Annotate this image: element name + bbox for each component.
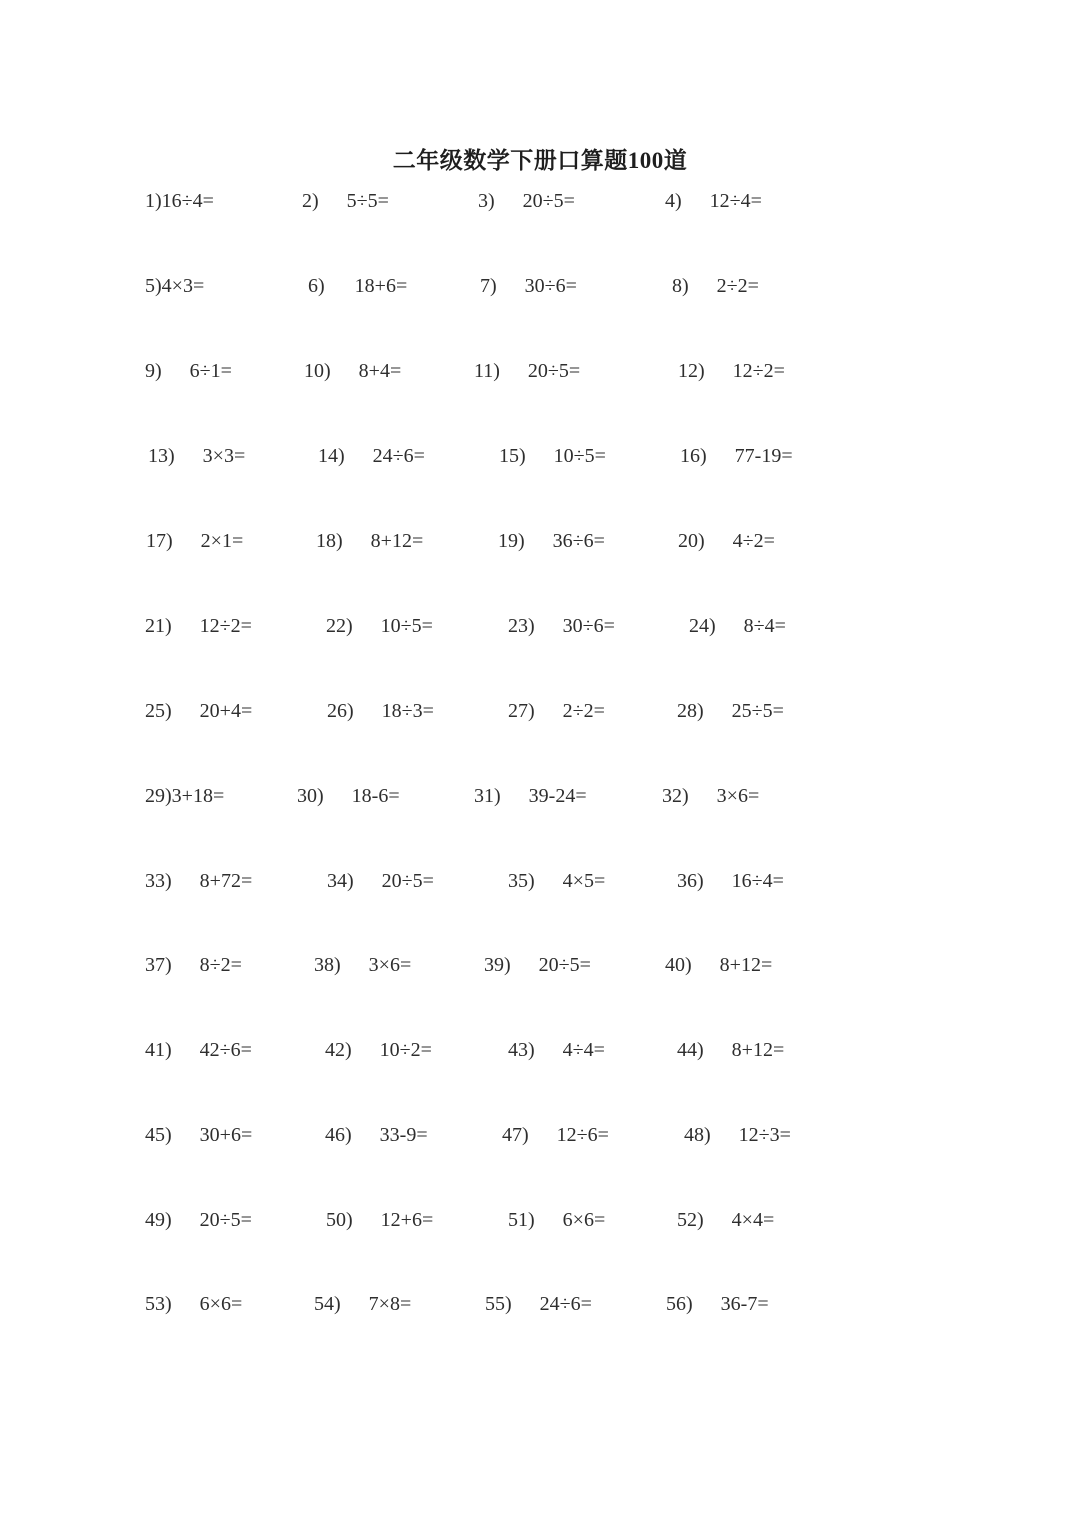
problem-item	[508, 615, 615, 638]
problem-expression: 30+6=	[199, 1124, 253, 1146]
problem-item	[326, 1209, 433, 1232]
problem-expression: 12÷2=	[732, 360, 785, 382]
problem-number: 21)	[145, 615, 172, 637]
problem-expression: 12+6=	[380, 1209, 434, 1231]
problem-expression: 4×4=	[731, 1209, 775, 1231]
problem-item	[508, 1039, 605, 1062]
problem-item	[665, 190, 762, 213]
problem-expression: 3×3=	[202, 445, 246, 467]
problem-expression: 8+12=	[731, 1039, 785, 1061]
problem-item	[485, 1293, 592, 1316]
problem-expression: 3×6=	[716, 785, 760, 807]
problem-number: 50)	[326, 1209, 353, 1231]
problem-item	[145, 1124, 252, 1147]
problem-number: 38)	[314, 954, 341, 976]
problem-expression: 12÷3=	[738, 1124, 791, 1146]
problem-item	[678, 360, 785, 383]
problem-number: 36)	[677, 870, 704, 892]
problem-number: 4)	[665, 190, 682, 212]
problem-number: 20)	[678, 530, 705, 552]
problem-number: 27)	[508, 700, 535, 722]
problem-number: 3)	[478, 190, 495, 212]
problem-expression: 8+72=	[199, 870, 253, 892]
problem-expression: 20÷5=	[199, 1209, 252, 1231]
problem-expression: 20÷5=	[381, 870, 434, 892]
problem-item	[677, 870, 784, 893]
problem-expression: 7×8=	[368, 1293, 412, 1315]
problem-item	[684, 1124, 791, 1147]
problem-expression: 18-6=	[351, 785, 400, 807]
problem-number: 37)	[145, 954, 172, 976]
problem-number: 25)	[145, 700, 172, 722]
problem-item	[672, 275, 759, 298]
problem-number: 18)	[316, 530, 343, 552]
problem-item	[327, 700, 434, 723]
problem-number: 15)	[499, 445, 526, 467]
problem-expression: 10÷2=	[379, 1039, 432, 1061]
problem-item	[145, 785, 224, 808]
problem-item	[478, 190, 575, 213]
problem-number: 11)	[474, 360, 500, 382]
problem-number: 49)	[145, 1209, 172, 1231]
problem-number: 28)	[677, 700, 704, 722]
problem-number: 7)	[480, 275, 497, 297]
problem-number: 35)	[508, 870, 535, 892]
problem-number: 13)	[148, 445, 175, 467]
problem-number: 26)	[327, 700, 354, 722]
problem-expression: 30÷6=	[562, 615, 615, 637]
problem-row	[0, 190, 1080, 224]
problem-item	[677, 1039, 784, 1062]
problem-expression: 4×5=	[562, 870, 606, 892]
problem-expression: 36÷6=	[552, 530, 605, 552]
problem-row	[0, 445, 1080, 479]
problem-expression: 25÷5=	[731, 700, 784, 722]
problem-item	[308, 275, 407, 298]
problem-expression: 24÷6=	[372, 445, 425, 467]
problem-item	[146, 530, 243, 553]
problem-item	[145, 870, 252, 893]
problem-number: 2)	[302, 190, 319, 212]
problem-expression: 8÷2=	[199, 954, 242, 976]
problem-expression: 20÷5=	[538, 954, 591, 976]
problem-row	[0, 615, 1080, 649]
problem-expression: 20+4=	[199, 700, 253, 722]
problem-number: 51)	[508, 1209, 535, 1231]
problem-number: 34)	[327, 870, 354, 892]
problem-expression: 8+12=	[370, 530, 424, 552]
problem-number: 47)	[502, 1124, 529, 1146]
problem-row	[0, 1124, 1080, 1158]
problem-row	[0, 1293, 1080, 1327]
problem-item	[327, 870, 434, 893]
problem-item	[145, 190, 214, 213]
problem-number: 53)	[145, 1293, 172, 1315]
problem-expression: 18+6=	[354, 275, 408, 297]
problem-number: 23)	[508, 615, 535, 637]
problem-expression: 42÷6=	[199, 1039, 252, 1061]
problem-item	[498, 530, 605, 553]
problem-number: 19)	[498, 530, 525, 552]
problem-item	[145, 1209, 252, 1232]
problem-number: 17)	[146, 530, 173, 552]
problem-expression: 2÷2=	[716, 275, 759, 297]
problem-item	[325, 1124, 428, 1147]
problem-expression: 6×6=	[199, 1293, 243, 1315]
problem-number: 45)	[145, 1124, 172, 1146]
problem-item	[677, 1209, 774, 1232]
problem-expression: 4÷2=	[732, 530, 775, 552]
problem-number: 10)	[304, 360, 331, 382]
problem-item	[325, 1039, 432, 1062]
problem-item	[145, 615, 252, 638]
problem-number: 5)	[145, 275, 162, 297]
problem-item	[145, 954, 242, 977]
problem-expression: 10÷5=	[553, 445, 606, 467]
problem-item	[480, 275, 577, 298]
problem-item	[662, 785, 759, 808]
problem-item	[499, 445, 606, 468]
worksheet-title: 二年级数学下册口算题100道	[392, 148, 688, 173]
problem-number: 1)	[145, 190, 162, 212]
problem-expression: 16÷4=	[161, 190, 214, 212]
problem-number: 16)	[680, 445, 707, 467]
problem-expression: 20÷5=	[527, 360, 581, 382]
problem-item	[145, 275, 204, 298]
problem-number: 55)	[485, 1293, 512, 1315]
problem-item	[474, 360, 580, 383]
problem-expression: 77-19=	[734, 445, 793, 467]
problem-number: 12)	[678, 360, 705, 382]
problem-item	[297, 785, 400, 808]
problem-expression: 5÷5=	[346, 190, 389, 212]
problem-item	[148, 445, 245, 468]
problem-expression: 12÷6=	[556, 1124, 609, 1146]
problem-number: 52)	[677, 1209, 704, 1231]
problem-expression: 8+12=	[719, 954, 773, 976]
problem-expression: 24÷6=	[539, 1293, 592, 1315]
problem-row	[0, 360, 1080, 394]
problem-expression: 10÷5=	[380, 615, 433, 637]
problem-number: 43)	[508, 1039, 535, 1061]
problem-row	[0, 530, 1080, 564]
problem-expression: 12÷4=	[709, 190, 762, 212]
problem-item	[145, 700, 252, 723]
problem-row	[0, 275, 1080, 309]
problem-item	[302, 190, 389, 213]
problem-expression: 3×6=	[368, 954, 412, 976]
problem-item	[474, 785, 587, 808]
problem-number: 40)	[665, 954, 692, 976]
problem-row	[0, 870, 1080, 904]
problem-number: 44)	[677, 1039, 704, 1061]
problem-row	[0, 700, 1080, 734]
problem-expression: 18÷3=	[381, 700, 434, 722]
problem-item	[318, 445, 425, 468]
problem-item	[508, 700, 605, 723]
problem-number: 29)	[145, 785, 172, 807]
problem-expression: 8+4=	[358, 360, 402, 382]
problem-item	[508, 870, 605, 893]
problem-expression: 4×3=	[161, 275, 205, 297]
problem-expression: 8÷4=	[743, 615, 786, 637]
problem-number: 48)	[684, 1124, 711, 1146]
problem-item	[508, 1209, 605, 1232]
problem-expression: 3+18=	[171, 785, 225, 807]
problem-number: 22)	[326, 615, 353, 637]
problem-expression: 39-24=	[528, 785, 587, 807]
problem-row	[0, 954, 1080, 988]
problem-item	[314, 1293, 411, 1316]
problem-expression: 30÷6=	[524, 275, 577, 297]
problem-row	[0, 785, 1080, 819]
problem-item	[304, 360, 401, 383]
problem-number: 39)	[484, 954, 511, 976]
problem-item	[677, 700, 784, 723]
problem-expression: 2÷2=	[562, 700, 605, 722]
problem-item	[326, 615, 433, 638]
problem-expression: 33-9=	[379, 1124, 428, 1146]
problem-row	[0, 1039, 1080, 1073]
problem-expression: 12÷2=	[199, 615, 252, 637]
problem-item	[484, 954, 591, 977]
problem-expression: 6×6=	[562, 1209, 606, 1231]
problem-number: 54)	[314, 1293, 341, 1315]
problem-expression: 2×1=	[200, 530, 244, 552]
problem-number: 8)	[672, 275, 689, 297]
problem-expression: 36-7=	[720, 1293, 769, 1315]
problem-item	[145, 1293, 242, 1316]
problem-number: 33)	[145, 870, 172, 892]
problem-number: 6)	[308, 275, 325, 297]
problem-row	[0, 1209, 1080, 1243]
problem-item	[689, 615, 786, 638]
problem-number: 14)	[318, 445, 345, 467]
problem-item	[314, 954, 411, 977]
problem-item	[145, 360, 232, 383]
problem-number: 32)	[662, 785, 689, 807]
problem-item	[678, 530, 775, 553]
problem-number: 30)	[297, 785, 324, 807]
problem-expression: 16÷4=	[731, 870, 784, 892]
problem-number: 24)	[689, 615, 716, 637]
problem-number: 9)	[145, 360, 162, 382]
problem-item	[666, 1293, 769, 1316]
problem-item	[145, 1039, 252, 1062]
problem-item	[316, 530, 423, 553]
problem-item	[680, 445, 793, 468]
problem-item	[665, 954, 772, 977]
problem-item	[502, 1124, 609, 1147]
problem-number: 56)	[666, 1293, 693, 1315]
problem-number: 41)	[145, 1039, 172, 1061]
problem-number: 42)	[325, 1039, 352, 1061]
problem-expression: 4÷4=	[562, 1039, 605, 1061]
problem-number: 31)	[474, 785, 501, 807]
problem-expression: 20÷5=	[522, 190, 575, 212]
problem-number: 46)	[325, 1124, 352, 1146]
problem-expression: 6÷1=	[189, 360, 232, 382]
